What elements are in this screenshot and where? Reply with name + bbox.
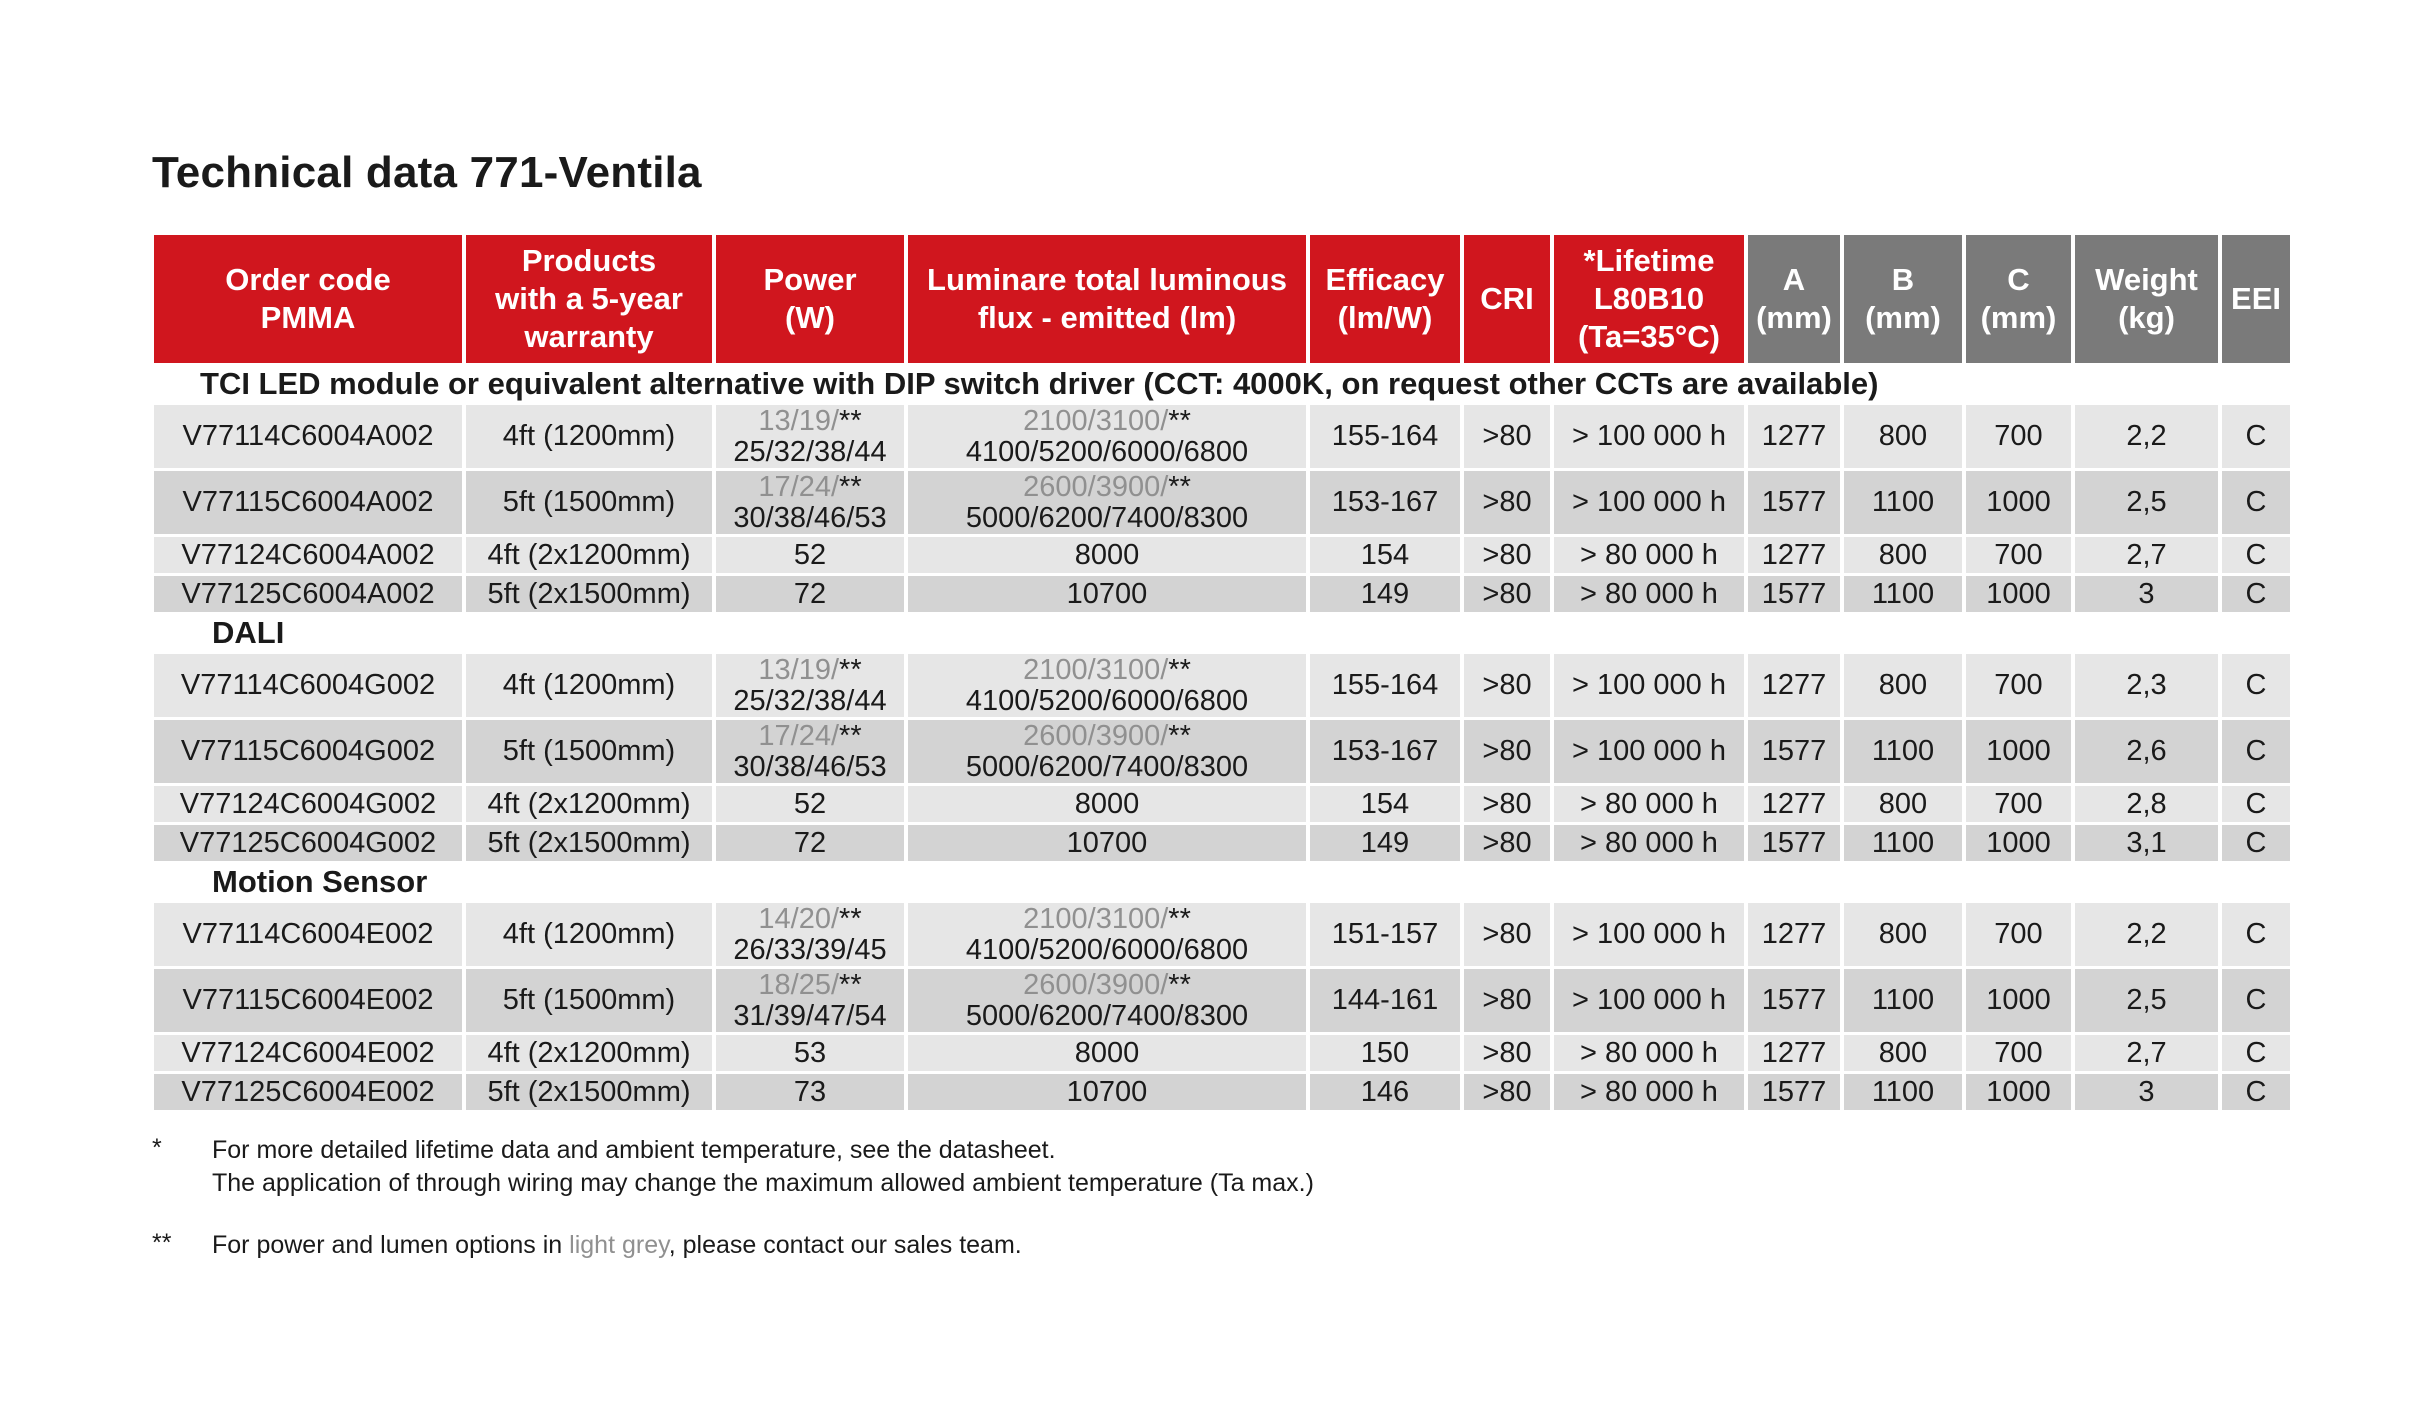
dim-b-cell: 800 — [1844, 1035, 1962, 1071]
order-code-cell: V77115C6004E002 — [154, 969, 462, 1032]
weight-cell: 3,1 — [2075, 825, 2218, 861]
power-cell — [716, 405, 904, 468]
header-weight: Weight (kg) — [2075, 235, 2218, 363]
power-cell-values: 26/33/39/45 — [733, 933, 887, 966]
dim-c-cell: 700 — [1966, 537, 2071, 573]
flux-cell-asterisks: ** — [1168, 470, 1191, 503]
header-luminous-flux: Luminare total luminous flux - emitted (lm) — [908, 235, 1306, 363]
flux-cell-options: 2100/3100/ — [1023, 404, 1169, 437]
order-code-cell: V77125C6004G002 — [154, 825, 462, 861]
flux-cell — [908, 903, 1306, 966]
table-row — [154, 825, 2290, 861]
order-code-cell: V77114C6004E002 — [154, 903, 462, 966]
dim-b-cell: 800 — [1844, 786, 1962, 822]
section-header-row — [154, 366, 2290, 402]
power-cell: 53 — [716, 1035, 904, 1071]
product-cell: 5ft (2x1500mm) — [466, 576, 712, 612]
footnote-double-highlight: light grey — [569, 1231, 669, 1259]
order-code-cell: V77125C6004E002 — [154, 1074, 462, 1110]
lifetime-cell: > 80 000 h — [1554, 537, 1744, 573]
dim-c-cell: 1000 — [1966, 825, 2071, 861]
eei-cell: C — [2222, 969, 2290, 1032]
power-cell: 72 — [716, 825, 904, 861]
technical-data-table — [150, 232, 2294, 1113]
table-row — [154, 903, 2290, 966]
flux-cell: 10700 — [908, 576, 1306, 612]
flux-cell — [908, 720, 1306, 783]
lifetime-cell: > 80 000 h — [1554, 825, 1744, 861]
footnote-single-line1: For more detailed lifetime data and ambient temperature, see the datasheet. — [212, 1136, 1056, 1164]
cri-cell: >80 — [1464, 576, 1550, 612]
cri-cell: >80 — [1464, 405, 1550, 468]
weight-cell: 2,2 — [2075, 903, 2218, 966]
flux-cell: 8000 — [908, 1035, 1306, 1071]
efficacy-cell: 149 — [1310, 825, 1460, 861]
lifetime-cell: > 100 000 h — [1554, 405, 1744, 468]
power-cell — [716, 969, 904, 1032]
dim-c-cell: 700 — [1966, 903, 2071, 966]
lifetime-cell: > 80 000 h — [1554, 786, 1744, 822]
dim-c-cell: 1000 — [1966, 720, 2071, 783]
flux-cell-asterisks: ** — [1168, 404, 1191, 437]
dim-a-cell: 1577 — [1748, 720, 1840, 783]
weight-cell: 2,2 — [2075, 405, 2218, 468]
power-cell-values: 30/38/46/53 — [733, 750, 887, 783]
product-cell: 4ft (2x1200mm) — [466, 1035, 712, 1071]
dim-a-cell: 1577 — [1748, 969, 1840, 1032]
dim-b-cell: 1100 — [1844, 471, 1962, 534]
order-code-cell: V77124C6004G002 — [154, 786, 462, 822]
table-row — [154, 1035, 2290, 1071]
dim-a-cell: 1277 — [1748, 654, 1840, 717]
dim-c-cell: 1000 — [1966, 969, 2071, 1032]
power-cell-options: 14/20/ — [758, 902, 840, 935]
power-cell-values: 25/32/38/44 — [733, 435, 887, 468]
flux-cell-values: 5000/6200/7400/8300 — [965, 501, 1249, 534]
flux-cell-values: 4100/5200/6000/6800 — [965, 435, 1249, 468]
power-cell-values: 30/38/46/53 — [733, 501, 887, 534]
header-efficacy: Efficacy (lm/W) — [1310, 235, 1460, 363]
eei-cell: C — [2222, 537, 2290, 573]
flux-cell-options: 2100/3100/ — [1023, 902, 1169, 935]
table-row — [154, 576, 2290, 612]
flux-cell — [908, 654, 1306, 717]
order-code-cell: V77125C6004A002 — [154, 576, 462, 612]
header-eei: EEI — [2222, 235, 2290, 363]
footnote-double-mark: ** — [152, 1229, 172, 1257]
section-header-row — [154, 864, 2290, 900]
lifetime-cell: > 100 000 h — [1554, 654, 1744, 717]
cri-cell: >80 — [1464, 471, 1550, 534]
table-row — [154, 471, 2290, 534]
efficacy-cell: 154 — [1310, 537, 1460, 573]
table-row — [154, 654, 2290, 717]
efficacy-cell: 154 — [1310, 786, 1460, 822]
flux-cell — [908, 969, 1306, 1032]
cri-cell: >80 — [1464, 786, 1550, 822]
product-cell: 5ft (1500mm) — [466, 720, 712, 783]
power-cell-asterisks: ** — [839, 968, 862, 1001]
footnote-single-mark: * — [152, 1134, 162, 1162]
header-dim-c: C (mm) — [1966, 235, 2071, 363]
order-code-cell: V77114C6004A002 — [154, 405, 462, 468]
dim-a-cell: 1577 — [1748, 1074, 1840, 1110]
flux-cell-asterisks: ** — [1168, 719, 1191, 752]
header-power: Power (W) — [716, 235, 904, 363]
footnote-double-after: , please contact our sales team. — [668, 1231, 1022, 1259]
eei-cell: C — [2222, 576, 2290, 612]
efficacy-cell: 144-161 — [1310, 969, 1460, 1032]
dim-b-cell: 1100 — [1844, 1074, 1962, 1110]
dim-a-cell: 1277 — [1748, 903, 1840, 966]
weight-cell: 2,7 — [2075, 537, 2218, 573]
efficacy-cell: 155-164 — [1310, 654, 1460, 717]
efficacy-cell: 150 — [1310, 1035, 1460, 1071]
efficacy-cell: 146 — [1310, 1074, 1460, 1110]
dim-b-cell: 800 — [1844, 654, 1962, 717]
header-dim-b: B (mm) — [1844, 235, 1962, 363]
efficacy-cell: 153-167 — [1310, 720, 1460, 783]
lifetime-cell: > 80 000 h — [1554, 1035, 1744, 1071]
eei-cell: C — [2222, 1074, 2290, 1110]
table-row — [154, 1074, 2290, 1110]
power-cell-options: 13/19/ — [758, 653, 840, 686]
flux-cell-asterisks: ** — [1168, 968, 1191, 1001]
table-row — [154, 405, 2290, 468]
cri-cell: >80 — [1464, 1035, 1550, 1071]
flux-cell-values: 5000/6200/7400/8300 — [965, 750, 1249, 783]
flux-cell: 10700 — [908, 1074, 1306, 1110]
power-cell-options: 18/25/ — [758, 968, 840, 1001]
flux-cell: 10700 — [908, 825, 1306, 861]
eei-cell: C — [2222, 405, 2290, 468]
weight-cell: 3 — [2075, 576, 2218, 612]
order-code-cell: V77115C6004G002 — [154, 720, 462, 783]
flux-cell — [908, 405, 1306, 468]
cri-cell: >80 — [1464, 903, 1550, 966]
dim-c-cell: 1000 — [1966, 576, 2071, 612]
header-dim-a: A (mm) — [1748, 235, 1840, 363]
flux-cell-options: 2600/3900/ — [1023, 719, 1169, 752]
page-title: Technical data 771-Ventila — [152, 148, 702, 197]
header-lifetime: *Lifetime L80B10 (Ta=35°C) — [1554, 235, 1744, 363]
dim-c-cell: 1000 — [1966, 1074, 2071, 1110]
cri-cell: >80 — [1464, 825, 1550, 861]
product-cell: 4ft (2x1200mm) — [466, 537, 712, 573]
flux-cell-options: 2100/3100/ — [1023, 653, 1169, 686]
power-cell-asterisks: ** — [839, 719, 862, 752]
product-cell: 4ft (1200mm) — [466, 903, 712, 966]
table-row — [154, 969, 2290, 1032]
dim-c-cell: 1000 — [1966, 471, 2071, 534]
product-cell: 4ft (1200mm) — [466, 654, 712, 717]
section-title: DALI — [212, 615, 285, 650]
weight-cell: 2,7 — [2075, 1035, 2218, 1071]
footnote-single-line2: The application of through wiring may change the maximum allowed ambient temperature (Ta max.) — [212, 1169, 1314, 1197]
dim-b-cell: 1100 — [1844, 969, 1962, 1032]
lifetime-cell: > 80 000 h — [1554, 576, 1744, 612]
dim-a-cell: 1577 — [1748, 471, 1840, 534]
power-cell-values: 25/32/38/44 — [733, 684, 887, 717]
dim-c-cell: 700 — [1966, 405, 2071, 468]
dim-a-cell: 1277 — [1748, 405, 1840, 468]
power-cell-asterisks: ** — [839, 470, 862, 503]
power-cell: 52 — [716, 786, 904, 822]
power-cell-options: 13/19/ — [758, 404, 840, 437]
product-cell: 4ft (1200mm) — [466, 405, 712, 468]
table-row — [154, 720, 2290, 783]
order-code-cell: V77124C6004E002 — [154, 1035, 462, 1071]
dim-a-cell: 1577 — [1748, 825, 1840, 861]
cri-cell: >80 — [1464, 1074, 1550, 1110]
weight-cell: 2,8 — [2075, 786, 2218, 822]
dim-b-cell: 800 — [1844, 903, 1962, 966]
eei-cell: C — [2222, 1035, 2290, 1071]
weight-cell: 2,5 — [2075, 471, 2218, 534]
efficacy-cell: 153-167 — [1310, 471, 1460, 534]
eei-cell: C — [2222, 903, 2290, 966]
eei-cell: C — [2222, 786, 2290, 822]
weight-cell: 3 — [2075, 1074, 2218, 1110]
power-cell — [716, 654, 904, 717]
power-cell: 73 — [716, 1074, 904, 1110]
power-cell-asterisks: ** — [839, 404, 862, 437]
dim-b-cell: 800 — [1844, 405, 1962, 468]
dim-a-cell: 1277 — [1748, 537, 1840, 573]
weight-cell: 2,3 — [2075, 654, 2218, 717]
eei-cell: C — [2222, 825, 2290, 861]
power-cell — [716, 471, 904, 534]
flux-cell-asterisks: ** — [1168, 902, 1191, 935]
lifetime-cell: > 100 000 h — [1554, 903, 1744, 966]
table-row — [154, 537, 2290, 573]
footnote-double-before: For power and lumen options in — [212, 1231, 570, 1259]
lifetime-cell: > 100 000 h — [1554, 720, 1744, 783]
dim-b-cell: 800 — [1844, 537, 1962, 573]
order-code-cell: V77114C6004G002 — [154, 654, 462, 717]
efficacy-cell: 151-157 — [1310, 903, 1460, 966]
product-cell: 5ft (1500mm) — [466, 969, 712, 1032]
dim-a-cell: 1277 — [1748, 786, 1840, 822]
order-code-cell: V77115C6004A002 — [154, 471, 462, 534]
power-cell-asterisks: ** — [839, 902, 862, 935]
efficacy-cell: 155-164 — [1310, 405, 1460, 468]
power-cell — [716, 720, 904, 783]
dim-c-cell: 700 — [1966, 1035, 2071, 1071]
efficacy-cell: 149 — [1310, 576, 1460, 612]
eei-cell: C — [2222, 720, 2290, 783]
header-order-code: Order code PMMA — [154, 235, 462, 363]
dim-a-cell: 1277 — [1748, 1035, 1840, 1071]
product-cell: 4ft (2x1200mm) — [466, 786, 712, 822]
table-header-row — [154, 235, 2290, 363]
dim-c-cell: 700 — [1966, 786, 2071, 822]
power-cell-options: 17/24/ — [758, 719, 840, 752]
flux-cell-options: 2600/3900/ — [1023, 968, 1169, 1001]
flux-cell: 8000 — [908, 537, 1306, 573]
dim-b-cell: 1100 — [1844, 576, 1962, 612]
lifetime-cell: > 100 000 h — [1554, 969, 1744, 1032]
lifetime-cell: > 80 000 h — [1554, 1074, 1744, 1110]
dim-b-cell: 1100 — [1844, 720, 1962, 783]
flux-cell-asterisks: ** — [1168, 653, 1191, 686]
order-code-cell: V77124C6004A002 — [154, 537, 462, 573]
table-row — [154, 786, 2290, 822]
product-cell: 5ft (2x1500mm) — [466, 825, 712, 861]
cri-cell: >80 — [1464, 720, 1550, 783]
eei-cell: C — [2222, 471, 2290, 534]
dim-a-cell: 1577 — [1748, 576, 1840, 612]
dim-c-cell: 700 — [1966, 654, 2071, 717]
dim-b-cell: 1100 — [1844, 825, 1962, 861]
flux-cell-options: 2600/3900/ — [1023, 470, 1169, 503]
section-title: Motion Sensor — [212, 864, 428, 899]
power-cell-values: 31/39/47/54 — [733, 999, 887, 1032]
product-cell: 5ft (2x1500mm) — [466, 1074, 712, 1110]
section-header-row — [154, 615, 2290, 651]
flux-cell-values: 5000/6200/7400/8300 — [965, 999, 1249, 1032]
power-cell: 72 — [716, 576, 904, 612]
weight-cell: 2,5 — [2075, 969, 2218, 1032]
power-cell-asterisks: ** — [839, 653, 862, 686]
header-products: Products with a 5-year warranty — [466, 235, 712, 363]
cri-cell: >80 — [1464, 969, 1550, 1032]
flux-cell: 8000 — [908, 786, 1306, 822]
lifetime-cell: > 100 000 h — [1554, 471, 1744, 534]
flux-cell-values: 4100/5200/6000/6800 — [965, 684, 1249, 717]
weight-cell: 2,6 — [2075, 720, 2218, 783]
power-cell: 52 — [716, 537, 904, 573]
header-cri: CRI — [1464, 235, 1550, 363]
power-cell — [716, 903, 904, 966]
eei-cell: C — [2222, 654, 2290, 717]
cri-cell: >80 — [1464, 537, 1550, 573]
section-title: TCI LED module or equivalent alternative with DIP switch driver (CCT: 4000K, on request other CCTs are available) — [200, 366, 1879, 401]
cri-cell: >80 — [1464, 654, 1550, 717]
flux-cell — [908, 471, 1306, 534]
flux-cell-values: 4100/5200/6000/6800 — [965, 933, 1249, 966]
product-cell: 5ft (1500mm) — [466, 471, 712, 534]
power-cell-options: 17/24/ — [758, 470, 840, 503]
